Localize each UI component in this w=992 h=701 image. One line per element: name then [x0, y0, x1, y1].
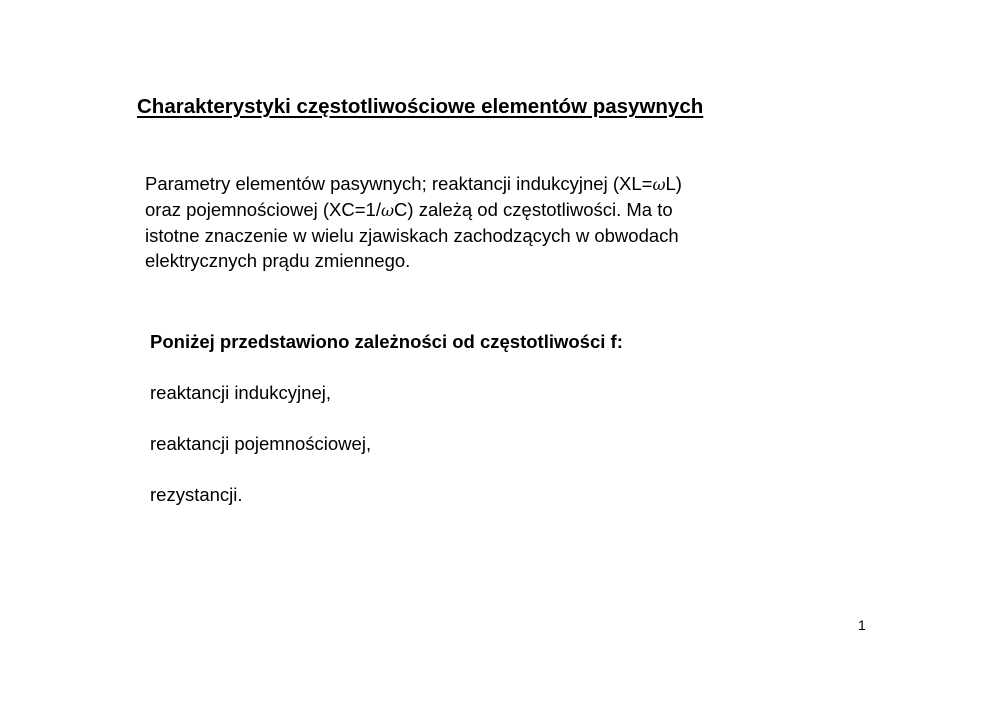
page-number: 1: [858, 617, 866, 633]
intro-line-3: istotne znaczenie w wielu zjawiskach zachodzących w obwodach: [145, 225, 679, 246]
list-item-capacitive-reactance: reaktancji pojemnościowej,: [150, 433, 372, 454]
intro-line-4: elektrycznych prądu zmiennego.: [145, 250, 411, 271]
intro-line-1-after: L): [665, 173, 682, 194]
list-item-resistance: rezystancji.: [150, 484, 243, 505]
list-item-inductive-reactance: reaktancji indukcyjnej,: [150, 382, 331, 403]
intro-line-2: [145, 197, 785, 223]
intro-paragraph: [145, 171, 785, 273]
intro-line-1: [145, 171, 785, 197]
omega-symbol: ω: [652, 175, 666, 194]
intro-line-2-before: oraz pojemnościowej (XC=1/: [145, 199, 381, 220]
intro-line-2-after: C) zależą od częstotliwości. Ma to: [394, 199, 673, 220]
slide-title: Charakterystyki częstotliwościowe elementów pasywnych: [137, 95, 704, 118]
intro-line-1-before: Parametry elementów pasywnych; reaktancji indukcyjnej (XL=: [145, 173, 653, 194]
section-heading: Poniżej przedstawiono zależności od częstotliwości f:: [150, 331, 623, 352]
omega-symbol: ω: [380, 201, 395, 220]
